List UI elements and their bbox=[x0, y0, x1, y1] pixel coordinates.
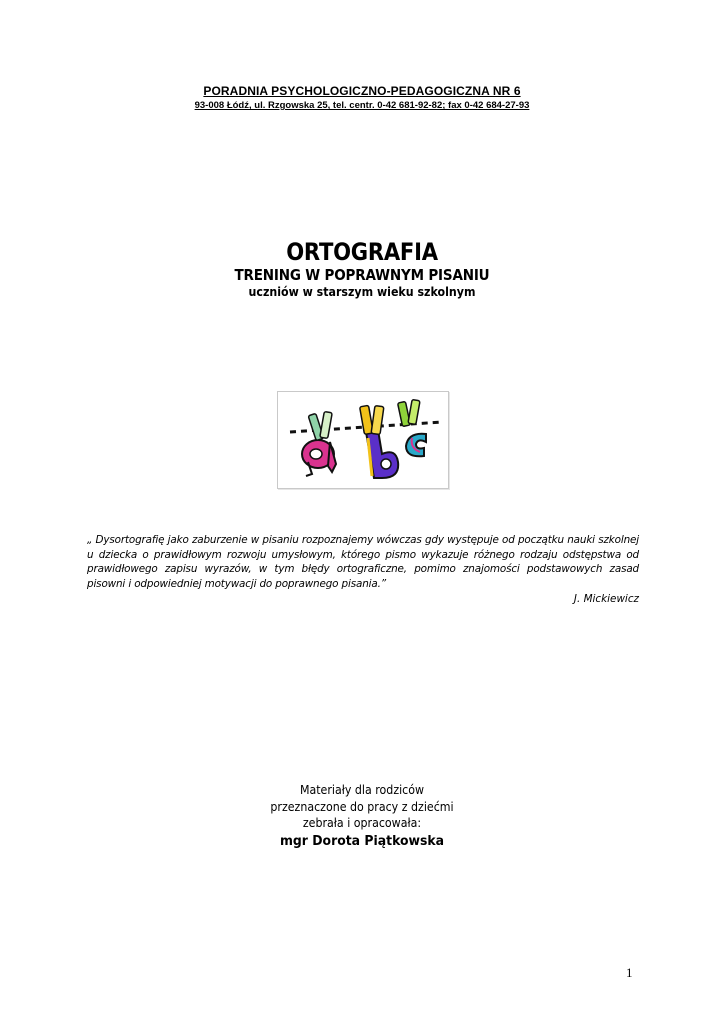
materials-line-2: przeznaczone do pracy z dziećmi bbox=[270, 799, 454, 814]
materials-author: mgr Dorota Piątkowska bbox=[279, 832, 445, 849]
letters-clipart bbox=[277, 391, 449, 489]
letters-clipart-illustration bbox=[278, 392, 448, 488]
materials-block bbox=[0, 782, 724, 851]
quote-text: „ Dysortografię jako zaburzenie w pisaniu rozpoznajemy wówczas gdy występuje od początku nauki szkolnej u dziecka o prawidłowym rozwoju umysłowym, którego pismo wykazuje różnego rodzaju odstępstwa od prawidłowego zapisu wyrazów, w tym błędy ortograficzne, pomimo znajomości podstawowych zasad pisowni i odpowiedniej motywacji do poprawnego pisania.” bbox=[87, 534, 639, 590]
page-subtitle-secondary: uczniów w starszym wieku szkolnym bbox=[248, 285, 476, 299]
clothespin-icon bbox=[308, 412, 332, 441]
materials-line-1: Materiały dla rodziców bbox=[299, 783, 425, 797]
letter-b-icon bbox=[366, 430, 398, 478]
letter-a-icon bbox=[302, 440, 336, 476]
page-title: ORTOGRAFIA bbox=[286, 238, 438, 266]
clothespin-icon bbox=[398, 399, 420, 426]
clothespin-icon bbox=[360, 405, 384, 434]
materials-line-3: zebrała i opracowała: bbox=[302, 816, 422, 830]
organization-address: 93-008 Łódź, ul. Rzgowska 25, tel. centr. 0-42 681-92-82; fax 0-42 684-27-93 bbox=[194, 100, 530, 111]
letter-c-icon bbox=[406, 434, 426, 457]
page-subtitle: TRENING W POPRAWNYM PISANIU bbox=[234, 266, 490, 284]
document-header bbox=[0, 84, 724, 112]
page-number: 1 bbox=[626, 965, 633, 980]
organization-name: PORADNIA PSYCHOLOGICZNO-PEDAGOGICZNA NR 6 bbox=[203, 84, 521, 98]
quote-author: J. Mickiewicz bbox=[573, 593, 639, 605]
title-block bbox=[0, 238, 724, 300]
